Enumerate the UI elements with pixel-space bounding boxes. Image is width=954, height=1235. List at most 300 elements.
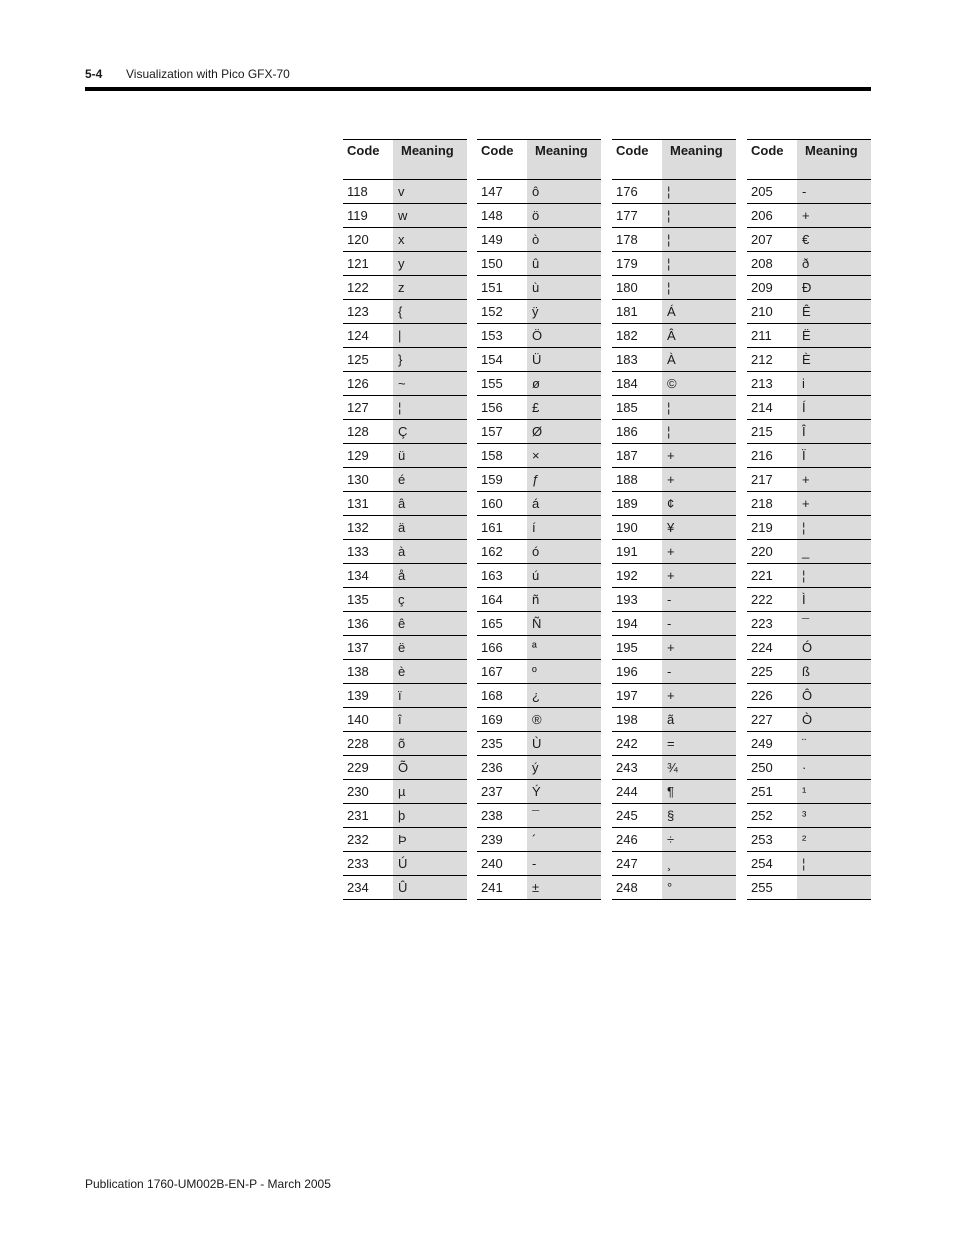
meaning-cell: ¸ [662,852,736,876]
meaning-cell: y [393,252,467,276]
meaning-cell: Þ [393,828,467,852]
table-row [343,588,467,612]
code-cell: 213 [747,372,797,396]
code-cell: 180 [612,276,662,300]
code-cell: 126 [343,372,393,396]
meaning-cell: + [797,468,871,492]
table-row [477,732,601,756]
table-row [612,348,736,372]
meaning-cell: à [393,540,467,564]
meaning-cell: Î [797,420,871,444]
table-row [747,732,871,756]
table-row [747,324,871,348]
code-cell: 188 [612,468,662,492]
table-row [612,516,736,540]
code-cell: 149 [477,228,527,252]
code-cell: 129 [343,444,393,468]
code-cell: 187 [612,444,662,468]
meaning-cell: ã [662,708,736,732]
meaning-cell: ñ [527,588,601,612]
table-row [612,564,736,588]
meaning-cell: + [662,564,736,588]
table-row [612,540,736,564]
meaning-cell: Ý [527,780,601,804]
code-cell: 207 [747,228,797,252]
meaning-cell: Ô [797,684,871,708]
table-row [477,396,601,420]
table-row [343,204,467,228]
code-cell: 220 [747,540,797,564]
code-cell: 253 [747,828,797,852]
table-row [343,348,467,372]
meaning-cell: } [393,348,467,372]
table-row [612,660,736,684]
meaning-cell: Ñ [527,612,601,636]
table-row [343,684,467,708]
table-row [747,228,871,252]
meaning-cell: ¦ [393,396,467,420]
code-cell: 158 [477,444,527,468]
table-row [612,228,736,252]
code-cell: 152 [477,300,527,324]
table-row [343,396,467,420]
table-row [343,444,467,468]
code-cell: 179 [612,252,662,276]
meaning-cell: + [662,636,736,660]
code-cell: 239 [477,828,527,852]
code-cell: 242 [612,732,662,756]
table-row [477,468,601,492]
code-cell: 209 [747,276,797,300]
table-row [343,732,467,756]
code-cell: 244 [612,780,662,804]
table-row [612,252,736,276]
code-cell: 154 [477,348,527,372]
meaning-cell: Ù [527,732,601,756]
code-cell: 226 [747,684,797,708]
meaning-column-header: Meaning [662,140,736,180]
code-cell: 133 [343,540,393,564]
table-row [343,372,467,396]
code-table-3 [612,139,736,900]
meaning-cell: ø [527,372,601,396]
table-row [747,276,871,300]
code-cell: 251 [747,780,797,804]
meaning-cell: â [393,492,467,516]
code-column-header: Code [612,140,662,180]
code-table-1 [343,139,467,900]
table-row [747,204,871,228]
code-cell: 122 [343,276,393,300]
code-cell: 212 [747,348,797,372]
page-footer: Publication 1760-UM002B-EN-P - March 2005 [85,1177,331,1191]
table-row [477,540,601,564]
table-row [747,780,871,804]
code-cell: 210 [747,300,797,324]
table-row [343,564,467,588]
code-cell: 121 [343,252,393,276]
meaning-cell: ú [527,564,601,588]
code-cell: 119 [343,204,393,228]
meaning-cell: ý [527,756,601,780]
table-row [612,732,736,756]
code-column-header: Code [747,140,797,180]
meaning-cell: î [393,708,467,732]
meaning-cell: ¢ [662,492,736,516]
table-row [343,780,467,804]
code-cell: 161 [477,516,527,540]
table-row [612,780,736,804]
table-row [343,516,467,540]
code-cell: 196 [612,660,662,684]
meaning-cell: ü [393,444,467,468]
meaning-cell: ¹ [797,780,871,804]
meaning-cell: Ç [393,420,467,444]
table-row [747,708,871,732]
meaning-cell: ® [527,708,601,732]
table-row [612,372,736,396]
meaning-cell: £ [527,396,601,420]
table-row [477,708,601,732]
meaning-cell: ê [393,612,467,636]
table-row [612,324,736,348]
code-cell: 255 [747,876,797,900]
meaning-cell: ¦ [662,420,736,444]
meaning-cell: ¦ [662,228,736,252]
meaning-cell: À [662,348,736,372]
meaning-cell: z [393,276,467,300]
meaning-cell: µ [393,780,467,804]
table-row [477,684,601,708]
table-row [612,708,736,732]
code-cell: 224 [747,636,797,660]
meaning-cell: ¾ [662,756,736,780]
code-cell: 135 [343,588,393,612]
code-cell: 190 [612,516,662,540]
meaning-cell: ³ [797,804,871,828]
code-cell: 138 [343,660,393,684]
table-row [477,372,601,396]
meaning-cell: ~ [393,372,467,396]
table-row [612,300,736,324]
code-cell: 140 [343,708,393,732]
meaning-cell: è [393,660,467,684]
table-row [343,276,467,300]
meaning-cell: ° [662,876,736,900]
table-row [343,468,467,492]
code-cell: 124 [343,324,393,348]
meaning-cell: w [393,204,467,228]
code-cell: 249 [747,732,797,756]
table-row [343,540,467,564]
code-cell: 205 [747,180,797,204]
table-row [612,444,736,468]
meaning-cell: | [393,324,467,348]
code-cell: 215 [747,420,797,444]
code-cell: 118 [343,180,393,204]
code-cell: 217 [747,468,797,492]
table-row [477,828,601,852]
code-cell: 222 [747,588,797,612]
table-row [747,756,871,780]
table-row [747,372,871,396]
code-cell: 228 [343,732,393,756]
meaning-cell: Ì [797,588,871,612]
meaning-cell: Â [662,324,736,348]
table-row [477,660,601,684]
table-row [477,492,601,516]
table-row [747,660,871,684]
code-cell: 159 [477,468,527,492]
table-row [747,348,871,372]
meaning-column-header: Meaning [527,140,601,180]
meaning-cell: ± [527,876,601,900]
code-cell: 130 [343,468,393,492]
code-cell: 156 [477,396,527,420]
meaning-cell: å [393,564,467,588]
meaning-cell: + [797,492,871,516]
table-row [477,876,601,900]
meaning-cell: ¦ [662,204,736,228]
meaning-cell: ï [393,684,467,708]
table-row [612,636,736,660]
meaning-cell: - [797,180,871,204]
code-cell: 166 [477,636,527,660]
meaning-column-header: Meaning [393,140,467,180]
meaning-cell: ¯ [527,804,601,828]
code-cell: 120 [343,228,393,252]
meaning-cell: ¦ [662,396,736,420]
code-cell: 177 [612,204,662,228]
table-row [477,348,601,372]
meaning-cell: - [662,588,736,612]
meaning-cell: + [662,468,736,492]
code-cell: 131 [343,492,393,516]
code-cell: 147 [477,180,527,204]
table-row [343,636,467,660]
table-row [747,804,871,828]
code-cell: 223 [747,612,797,636]
table-row [477,780,601,804]
table-row [343,828,467,852]
code-cell: 178 [612,228,662,252]
meaning-cell: § [662,804,736,828]
code-cell: 162 [477,540,527,564]
table-row [343,876,467,900]
table-row [612,468,736,492]
table-row [747,516,871,540]
code-cell: 221 [747,564,797,588]
code-cell: 164 [477,588,527,612]
table-row [747,444,871,468]
code-cell: 232 [343,828,393,852]
meaning-cell [797,876,871,900]
meaning-cell: © [662,372,736,396]
table-row [747,564,871,588]
table-row [477,324,601,348]
table-row [343,180,467,204]
code-cell: 155 [477,372,527,396]
table-row [477,444,601,468]
page-header [85,66,871,82]
meaning-cell: ¦ [797,516,871,540]
code-cell: 176 [612,180,662,204]
meaning-cell: Ü [527,348,601,372]
code-cell: 125 [343,348,393,372]
meaning-cell: ö [527,204,601,228]
code-cell: 189 [612,492,662,516]
table-row [343,324,467,348]
code-column-header: Code [477,140,527,180]
code-cell: 234 [343,876,393,900]
table-row [343,300,467,324]
code-cell: 241 [477,876,527,900]
meaning-cell: Ö [527,324,601,348]
meaning-column-header: Meaning [797,140,871,180]
code-cell: 137 [343,636,393,660]
code-cell: 127 [343,396,393,420]
code-cell: 211 [747,324,797,348]
meaning-cell: ù [527,276,601,300]
code-cell: 231 [343,804,393,828]
meaning-cell: - [662,612,736,636]
meaning-cell: ² [797,828,871,852]
table-row [477,204,601,228]
table-row [343,252,467,276]
code-table-4 [747,139,871,900]
meaning-cell: Ï [797,444,871,468]
table-row [612,204,736,228]
table-row [612,852,736,876]
code-cell: 169 [477,708,527,732]
meaning-cell: ß [797,660,871,684]
table-row [477,252,601,276]
table-row [747,636,871,660]
meaning-cell: Ø [527,420,601,444]
table-row [612,876,736,900]
meaning-cell: ô [527,180,601,204]
table-row [747,468,871,492]
table-row [612,396,736,420]
code-cell: 151 [477,276,527,300]
code-cell: 248 [612,876,662,900]
page-number: 5-4 [85,67,103,81]
meaning-cell: { [393,300,467,324]
code-cell: 185 [612,396,662,420]
meaning-cell: ¦ [797,564,871,588]
meaning-cell: È [797,348,871,372]
meaning-cell: ç [393,588,467,612]
table-row [477,564,601,588]
meaning-cell: í [527,516,601,540]
meaning-cell: + [662,540,736,564]
code-cell: 218 [747,492,797,516]
meaning-cell: ¶ [662,780,736,804]
meaning-cell: - [527,852,601,876]
meaning-cell: Ó [797,636,871,660]
table-row [343,420,467,444]
table-row [477,588,601,612]
table-row [747,300,871,324]
meaning-cell: ¦ [797,852,871,876]
meaning-cell: Õ [393,756,467,780]
table-row [612,276,736,300]
meaning-cell: õ [393,732,467,756]
code-cell: 148 [477,204,527,228]
meaning-cell: x [393,228,467,252]
chapter-title: Visualization with Pico GFX-70 [126,67,290,81]
code-cell: 225 [747,660,797,684]
code-cell: 157 [477,420,527,444]
table-row [747,180,871,204]
table-row [612,804,736,828]
table-row [477,300,601,324]
table-row [477,636,601,660]
code-cell: 192 [612,564,662,588]
code-table-2 [477,139,601,900]
table-row [747,612,871,636]
code-column-header: Code [343,140,393,180]
table-row [747,420,871,444]
code-cell: 246 [612,828,662,852]
meaning-cell: ò [527,228,601,252]
table-row [747,828,871,852]
meaning-cell: i [797,372,871,396]
code-cell: 134 [343,564,393,588]
meaning-cell: = [662,732,736,756]
code-cell: 236 [477,756,527,780]
table-row [343,492,467,516]
code-cell: 195 [612,636,662,660]
meaning-cell: ¦ [662,180,736,204]
meaning-cell: ä [393,516,467,540]
table-row [343,228,467,252]
table-row [477,804,601,828]
table-row [477,180,601,204]
code-cell: 184 [612,372,662,396]
table-row [612,828,736,852]
meaning-cell: + [662,684,736,708]
table-row [747,492,871,516]
code-cell: 233 [343,852,393,876]
code-cell: 197 [612,684,662,708]
table-row [612,612,736,636]
meaning-cell: û [527,252,601,276]
meaning-cell: Ë [797,324,871,348]
table-row [477,852,601,876]
code-cell: 214 [747,396,797,420]
table-row [343,612,467,636]
meaning-cell: º [527,660,601,684]
table-row [343,660,467,684]
code-cell: 247 [612,852,662,876]
table-row [477,756,601,780]
meaning-cell: × [527,444,601,468]
table-row [747,588,871,612]
meaning-cell: ¦ [662,276,736,300]
code-cell: 123 [343,300,393,324]
meaning-cell: ë [393,636,467,660]
meaning-cell: ¥ [662,516,736,540]
code-cell: 163 [477,564,527,588]
code-cell: 165 [477,612,527,636]
code-cell: 229 [343,756,393,780]
code-cell: 238 [477,804,527,828]
meaning-cell: ª [527,636,601,660]
code-cell: 186 [612,420,662,444]
code-cell: 191 [612,540,662,564]
meaning-cell: ƒ [527,468,601,492]
